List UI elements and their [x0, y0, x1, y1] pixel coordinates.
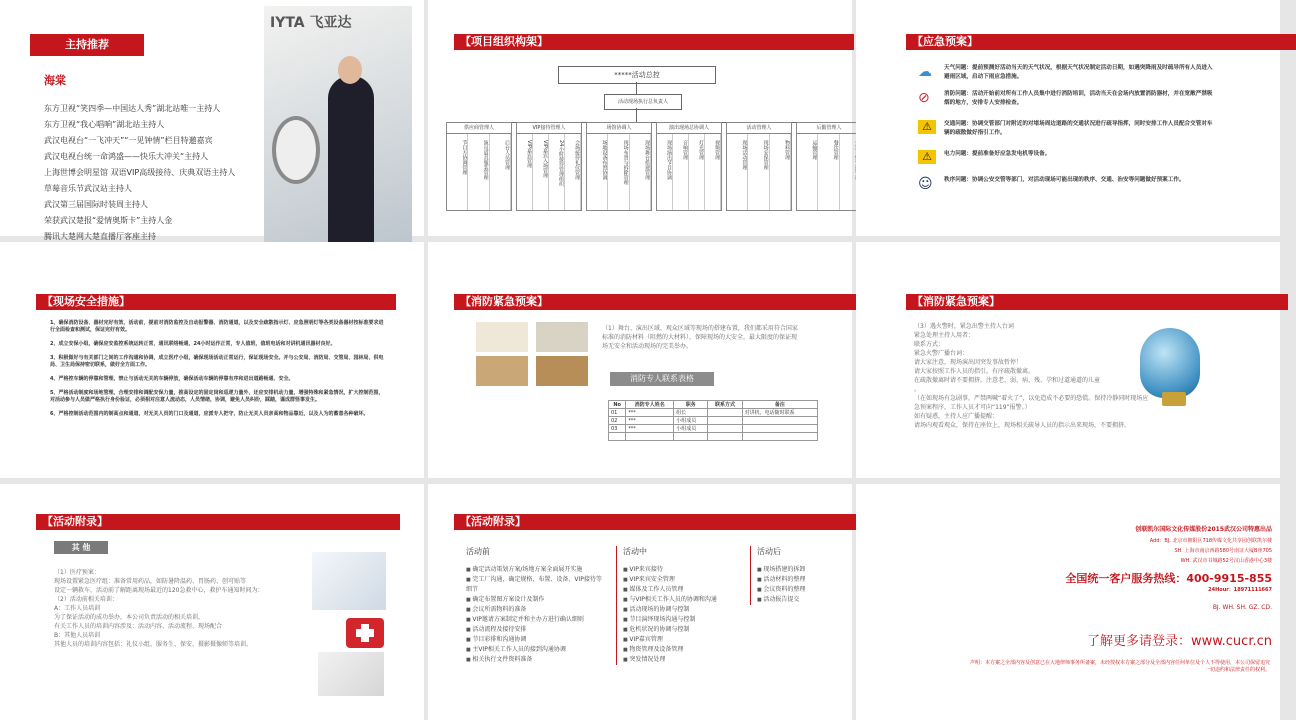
process-column: [750, 546, 853, 605]
process-column: [466, 546, 602, 665]
list-item: ■ 突发情况处理: [623, 655, 743, 665]
material-photo: [536, 322, 588, 352]
list-item: ■ 现场搭建的拆卸: [757, 565, 853, 575]
text-line: （在如现场有急剧事，严禁两喊“着火了”，以免造成不必要的恐慌。保持冷静同时现场应急预案程序，工作人员才可向“119”报警。）: [914, 395, 1149, 411]
list-item: ■ 会议资料的整理: [757, 585, 853, 595]
cities: BJ. WH. SH. GZ. CD.: [1212, 604, 1272, 611]
text-line: 设定一辆救车，活动前了解距离现场最近的120急救中心，救护车通知时间为：: [54, 587, 264, 594]
hotline: 全国统一客户服务热线：400-9915-855: [1065, 572, 1272, 585]
list-item: ■ 活动材料的整理: [757, 575, 853, 585]
list-item: ■ 活动流程及接待安排: [466, 625, 602, 635]
list-item: 草莓音乐节武汉站主持人: [44, 184, 132, 193]
medical-photo: [312, 552, 386, 610]
org-role: 会场接待礼仪管理: [565, 134, 581, 210]
slide-fire-2: [856, 242, 1280, 478]
list-item: 1、确保消防设备、器材完好有效、活动前，提前对消防监控及自动报警器、消防通道，以及安全疏散指示灯、应急照明灯等各类设备器材按标准要求进行全面检查和测试，保证完好有效。: [50, 320, 384, 333]
address-block: [1150, 536, 1272, 566]
table-header: 职务: [674, 401, 708, 409]
text-line: 请场内观看观众，保持在座位上，现场相关疏导人员的指示出来现场，不要拥挤。: [914, 422, 1131, 429]
text-line: 。: [914, 386, 921, 393]
text-line: 有关工作人员的培训内容涉及：活动内容、活动流程、现场配合: [54, 623, 223, 630]
address-line: Add：BJ. 北京市朝阳区718传媒文化共享园创联凯尔楼: [1149, 538, 1272, 544]
list-item: ■ 危机状况的协调与控制: [623, 625, 743, 635]
contact-table: [608, 400, 818, 441]
list-item: 武汉电视台统一命鸿盛——快乐大冲关“主持人: [44, 152, 209, 161]
org-role: 后台人员管理: [490, 134, 511, 210]
org-role: 餐饮管理: [818, 134, 839, 210]
emergency-list: [918, 64, 1218, 204]
org-role: 现场布置与拆除管理: [608, 134, 629, 210]
table-row: [609, 433, 818, 441]
text-line: A：工作人员培训: [54, 605, 101, 612]
org-group: [586, 122, 652, 211]
org-role: 运输管理: [797, 134, 818, 210]
table-cell: [708, 417, 742, 425]
slide-appendix-process: [428, 484, 852, 720]
process-column-title: 活动中: [623, 547, 647, 556]
slide-host: [0, 0, 424, 241]
org-group-name: 场馆协调人: [586, 122, 652, 134]
fire-lines: [914, 322, 1150, 430]
org-role: 现场舞台搭建管理: [630, 134, 651, 210]
slide-emergency: [856, 0, 1280, 236]
slide-header: 主持推荐: [30, 34, 144, 56]
slide-header: 【活动附录】: [36, 514, 400, 530]
table-cell: 01: [609, 409, 626, 417]
other-subheader: 其 他: [54, 541, 108, 554]
text-line: 现场设置紧急医疗组：准备常用药品，如防暑降温药、胃肠药、创可贴等: [54, 578, 247, 585]
org-group-name: 活动管理人: [726, 122, 792, 134]
table-cell: 02: [609, 417, 626, 425]
table-cell: ***: [626, 425, 674, 433]
slide-appendix-other: [0, 484, 424, 720]
slide-fire: [428, 242, 852, 478]
person-shape: [328, 76, 374, 262]
org-role: 24小时接待管理组织: [549, 134, 565, 210]
org-group-name: VIP接待管理人: [516, 122, 582, 134]
slide-safety: [0, 242, 424, 478]
org-line: [636, 82, 637, 94]
emergency-text: 电力问题：提前准备好应急发电机等设备。: [944, 151, 1051, 157]
list-item: 2、成立安保小组，确保应安监控系统运转正常，通讯联络畅通，24小时运作正常，专人值班，值班电话和对讲机通讯器材良好。: [50, 341, 336, 347]
slide-contact: [856, 484, 1280, 720]
table-cell: [708, 409, 742, 417]
table-cell: ***: [626, 409, 674, 417]
org-role: 演员道具服装管理: [468, 134, 489, 210]
list-item: ■ VIP邀请方案制定并和主办方进行确认细则: [466, 615, 602, 625]
org-role: 音响管理: [673, 134, 689, 210]
other-lines: [54, 568, 300, 649]
first-aid-icon: [346, 618, 384, 648]
process-column-title: 活动后: [757, 547, 781, 556]
org-group-name: 后勤管理人: [796, 122, 862, 134]
text-line: 紧急处理主持人用者：: [914, 332, 975, 339]
emergency-item: [918, 90, 1218, 108]
org-role: 现场演出节目协调: [657, 134, 673, 210]
list-item: 4、严格控车辆的停靠和管理，禁止与活动无关的车辆停放，确保活动车辆的停靠有序和进出道路畅通、安全。: [50, 376, 294, 382]
process-column-title: 活动前: [466, 547, 490, 556]
emergency-text: 天气问题：提前预测好活动当天的天气状况，根据天气状况制定活动日期，如遇突降雨及时疏导所有人员进入避雨区域，启动下雨应急措施。: [944, 65, 1213, 80]
list-item: ■ VIP来宾接待: [623, 565, 743, 575]
org-role: 现场安保管理: [748, 134, 769, 210]
company-name: 创联凯尔国际文化传媒股份2015武汉公司特惠出品: [1135, 526, 1272, 533]
table-cell: 小组成员: [674, 417, 708, 425]
process-columns: [466, 546, 846, 716]
material-photo: [476, 322, 528, 352]
list-item: ■ 节目彩排和沟通协调: [466, 635, 602, 645]
list-item: 东方卫视“笑四季—中国达人秀”湖北站唯一主持人: [44, 104, 221, 113]
list-item: ■ 会议所需物料的准备: [466, 605, 602, 615]
org-group: [656, 122, 722, 211]
table-cell: [708, 425, 742, 433]
warning-icon: ⚠: [918, 120, 936, 134]
table-header: 备注: [742, 401, 817, 409]
material-photo: [476, 356, 528, 386]
slide-header: 【项目组织构架】: [454, 34, 854, 50]
weather-icon: ☁: [918, 64, 932, 80]
slide-header: 【消防紧急预案】: [906, 294, 1288, 310]
text-line: （1）医疗预案：: [54, 569, 100, 576]
material-photo: [536, 356, 588, 386]
slide-header: 【现场安全措施】: [36, 294, 396, 310]
text-line: 其他人员的培训内容包括：礼仪小组、服务生、保安、摄影摄像师等培训。: [54, 641, 253, 648]
text-line: B：其他人员培训: [54, 632, 101, 639]
emergency-item: [918, 150, 1218, 164]
org-group: [516, 122, 582, 211]
table-cell: 小组成员: [674, 425, 708, 433]
disclaimer: 声明：本方案之全部内容及创意已在大地律师事务所备案，未经授权本方案之部分及全部内容任何单位及个人不得使用，本公司保留追究一切违约和法律责任的权利。: [969, 660, 1270, 673]
contact-table-title: 消防专人联系表格: [610, 372, 714, 386]
host-photo: [264, 6, 412, 262]
text-line: （2）活动前相关培训：: [54, 596, 118, 603]
org-role: VIP嘉宾管理: [517, 134, 533, 210]
table-row: [609, 417, 818, 425]
list-item: 东方卫视“我心唱响”湖北站主持人: [44, 120, 165, 129]
org-role: 物料管理: [770, 134, 791, 210]
org-role: 现场活动管理: [727, 134, 748, 210]
list-item: ■ 活动报告提交: [757, 595, 853, 605]
org-role: 节目方协调管理: [447, 134, 468, 210]
table-cell: 组长: [674, 409, 708, 417]
list-item: ■ 相关执行文件资料准备: [466, 655, 602, 665]
emergency-text: 秩序问题：协调公安交管等部门，对活动现场可能出现的秩序、交通、治安等问题做好预案工作。: [944, 177, 1185, 183]
address-line: SH. 上海市南京西路580号南证大厦B座705: [1174, 548, 1272, 554]
list-item: 3、积极做好与有关部门之间的工作沟通和协调，成立医疗小组，确保现场活动正常运行，保证现场安全。并与公安局、消防局、交管局、园林局、供电局、卫生局保持密切联系，做好全方面工作。: [50, 355, 384, 368]
list-item: 荣获武汉楚报“爱情奥斯卡”主持人金: [44, 216, 173, 225]
org-group-name: 供应商管理人: [446, 122, 512, 134]
no-fire-icon: ⊘: [918, 90, 930, 106]
text-line: 在疏散撤离时请不要拥挤，注意老、弱、病、残、孕和过道通道的儿童: [914, 377, 1101, 384]
list-item: ■ 物资管理及设备管理: [623, 645, 743, 655]
medical-photo: [318, 652, 384, 696]
org-groups: [446, 122, 866, 212]
org-role: 视频管理: [705, 134, 721, 210]
list-item: 腾讯大楚网大楚直播厅客座主持: [44, 232, 156, 241]
safety-list: [50, 320, 386, 418]
org-role: VIP嘉宾入场管理: [533, 134, 549, 210]
org-second-box: 活动现场执行总负责人: [604, 94, 682, 110]
slide-org: [428, 0, 852, 236]
emergency-text: 交通问题：协调交管部门对附近的对堵场周边道路的交通状况进行疏导指挥，同时安排工作人员配合交管对车辆的疏散做好指引工作。: [944, 121, 1213, 136]
list-item: ■ VIP嘉宾管理: [623, 635, 743, 645]
list-item: ■ 与VIP相关工作人员的协调和沟通: [623, 595, 743, 605]
slide-header: 【应急预案】: [906, 34, 1296, 50]
emergency-item: [918, 176, 1218, 192]
slide-header: 【活动附录】: [454, 514, 856, 530]
table-header: 消防专人姓名: [626, 401, 674, 409]
emergency-item: [918, 64, 1218, 82]
org-top-box: *****活动总控: [558, 66, 716, 84]
hours: 24Hour：18971111667: [1208, 587, 1272, 593]
microphone-stand: [1162, 392, 1186, 406]
fire-paragraph: （1）舞台、演出区域、观众区域等现场的搭建布置，我们都采用符合国家标准的消防材料（阻燃的大材料），保障现场的大安全，最大限度的保证现场无安全和活动现场的完美举办。: [602, 325, 798, 350]
org-role: 灯光管理: [689, 134, 705, 210]
list-item: ■ 完工厂沟通，确定规格、布置、设备、VIP接待等细节: [466, 575, 602, 595]
host-name: 海棠: [44, 74, 66, 87]
table-row: [609, 425, 818, 433]
text-line: 紧急火警广播台词：: [914, 350, 969, 357]
text-line: 联系方式：: [914, 341, 945, 348]
host-photo-sign: IYTA 飞亚达: [270, 15, 352, 31]
org-group: [446, 122, 512, 211]
list-item: 上海世博会明星馆 双语VIP高级接待、庆典双语主持人: [44, 168, 236, 177]
table-cell: 03: [609, 425, 626, 433]
process-column: [616, 546, 743, 665]
text-line: 请大家按照工作人员的指引，有序疏散撤离。: [914, 368, 1035, 375]
emergency-item: [918, 120, 1218, 138]
watch-shape: [272, 116, 320, 184]
website-link[interactable]: 了解更多请登录：www.cucr.cn: [1086, 634, 1272, 649]
text-line: 请大家注意，现场演出因突发事故暂停！: [914, 359, 1023, 366]
list-item: 武汉第三届国际时装周主持人: [44, 200, 148, 209]
text-line: （3）遇火警时，紧急出警主持人台词: [914, 323, 1014, 330]
table-header: 联系方式: [708, 401, 742, 409]
list-item: ■ 主VIP相关工作人员的接到沟通协调: [466, 645, 602, 655]
microphone-image: [1140, 328, 1200, 398]
emergency-text: 消防问题：活动开始前对所有工作人员集中进行消防培训，活动当天在会场内放置消防器材，并在宽敞严禁吸烟的地方，安排专人安排检查。: [944, 91, 1213, 106]
slide-header: 【消防紧急预案】: [454, 294, 856, 310]
table-header: No: [609, 401, 626, 409]
table-cell: [742, 425, 817, 433]
warning-icon: ⚠: [918, 150, 936, 164]
table-cell: 对讲机，电话随时联系: [742, 409, 817, 417]
address-line: WH. 武汉市书城路52号汉山香港中心3楼: [1180, 558, 1272, 564]
text-line: 如有疑惑，主持人应广播提醒：: [914, 413, 999, 420]
host-list: [44, 101, 264, 245]
org-line: [636, 108, 637, 122]
list-item: ■ VIP来宾安全管理: [623, 575, 743, 585]
list-item: ■ 活动现场的协调与控制: [623, 605, 743, 615]
list-item: 5、严格活动制度和场地管理，合理安排和调配安保力量，推高设定的固定岗和巡逻力量外，还应安排机动力量，增强特殊和紧急情况，扩大控制范围，对活动参与人员做严格执行身份验证，必须相对注意人流动态，人员情绪，协调，避免人员纠纷，踩踏，谨成群怪事发生。: [50, 390, 384, 403]
list-item: 武汉电视台“一飞冲天”“一见钟情”栏目特邀嘉宾: [44, 136, 213, 145]
org-group: [796, 122, 862, 211]
org-group-name: 演出现场总协调人: [656, 122, 722, 134]
list-item: ■ 媒体及工作人员管理: [623, 585, 743, 595]
list-item: ■ 确定布置图方案设计及制作: [466, 595, 602, 605]
list-item: ■ 节目演绎现场沟通与控制: [623, 615, 743, 625]
table-header-row: [609, 401, 818, 409]
org-group: [726, 122, 792, 211]
police-icon: ☺: [918, 176, 933, 192]
person-head: [338, 56, 362, 84]
table-cell: ***: [626, 417, 674, 425]
org-role: 场地设备布置协调: [587, 134, 608, 210]
table-cell: [742, 417, 817, 425]
list-item: ■ 确定活动策划方案/场地方案全面展开实施: [466, 565, 602, 575]
text-line: 为了保证活动的成功举办，本公司负责活动的相关培训，: [54, 614, 205, 621]
table-row: [609, 409, 818, 417]
list-item: 6、严格控制活动范围内的制高点和通道，对无关人员的门口及通道，应派专人把守，防止无关人员亲高和物品靠近，以及人为的蓄意各种破坏。: [50, 411, 369, 417]
